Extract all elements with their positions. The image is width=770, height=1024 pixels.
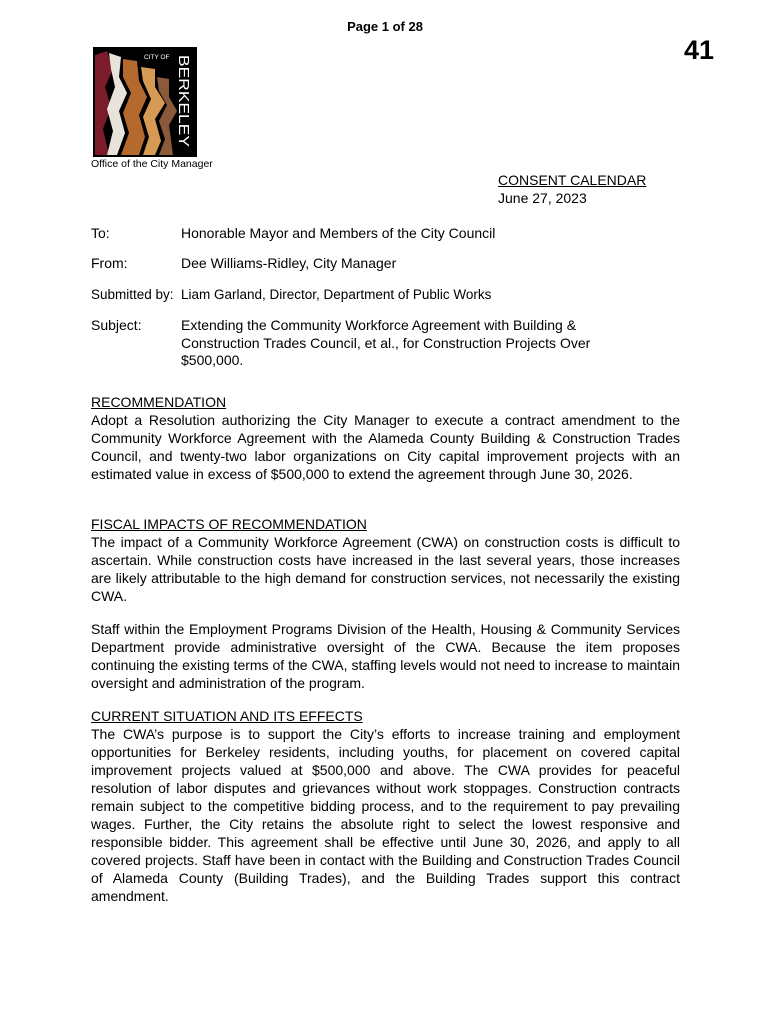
agenda-item-number: 41 [683,35,714,65]
fiscal-impacts-staff-section [91,620,680,692]
fiscal-staff-text: Staff within the Employment Programs Division of the Health, Housing & Community Services Department provide administrative oversight of the CWA. Because the item proposes continuing the existing terms of the CWA, staffing levels would not need to increase to maintain oversight and administration of the program. [91,621,680,691]
fiscal-impacts-section [91,515,680,605]
office-name: Office of the City Manager [91,158,213,170]
memo-from-value: Dee Williams-Ridley, City Manager [181,255,397,271]
memo-from-label: From: [91,255,128,271]
recommendation-section [91,393,680,483]
consent-calendar-title: CONSENT CALENDAR [498,172,647,188]
memo-to-value: Honorable Mayor and Members of the City Council [181,225,496,241]
fiscal-impacts-text: The impact of a Community Workforce Agreement (CWA) on construction costs is difficult to ascertain. While construction costs have increased in the last several years, those increases are likely attributable to the high demand for construction services, not necessarily the existing CWA. [91,534,680,604]
memo-subject-value: Extending the Community Workforce Agreement with Building & Construction Trades Council, et al., for Construction Projects Over $500,000. [181,317,591,368]
memo-subject-label: Subject: [91,317,142,333]
recommendation-text: Adopt a Resolution authorizing the City Manager to execute a contract amendment to the Community Workforce Agreement with the Alameda County Building & Construction Trades Council, and twenty-two labor organizations on City capital improvement projects with an estimated value in excess of $500,000 to extend the agreement through June 30, 2026. [91,412,680,482]
current-situation-section [91,707,680,905]
current-situation-text: The CWA’s purpose is to support the City’s efforts to increase training and employment opportunities for Berkeley residents, including youths, for placement on covered capital improvement projects valued at $500,000 and above. The CWA provides for peaceful resolution of labor disputes and grievances without work stoppages. Construction contracts remain subject to the competitive bidding process, and to the requirement to pay prevailing wages. Further, the City retains the absolute right to select the lowest responsive and responsible bidder. This agreement shall be effective until June 30, 2026, and apply to all covered projects. Staff have been in contact with the Building and Construction Trades Council of Alameda County (Building Trades), and the Building Trades support this contract amendment. [91,726,680,904]
page-number: Page 1 of 28 [347,19,423,34]
meeting-date: June 27, 2023 [498,189,587,206]
logo-city-of: CITY OF [144,54,170,61]
current-situation-heading: CURRENT SITUATION AND ITS EFFECTS [91,708,363,724]
fiscal-impacts-heading: FISCAL IMPACTS OF RECOMMENDATION [91,516,367,532]
memo-to-label: To: [91,225,110,241]
memo-submitted-label: Submitted by: [91,287,174,302]
recommendation-heading: RECOMMENDATION [91,394,227,410]
logo-city-name: BERKELEY [175,55,192,135]
consent-block [498,172,646,207]
city-of-berkeley-logo [93,47,197,157]
memo-submitted-value: Liam Garland, Director, Department of Public Works [181,287,492,302]
